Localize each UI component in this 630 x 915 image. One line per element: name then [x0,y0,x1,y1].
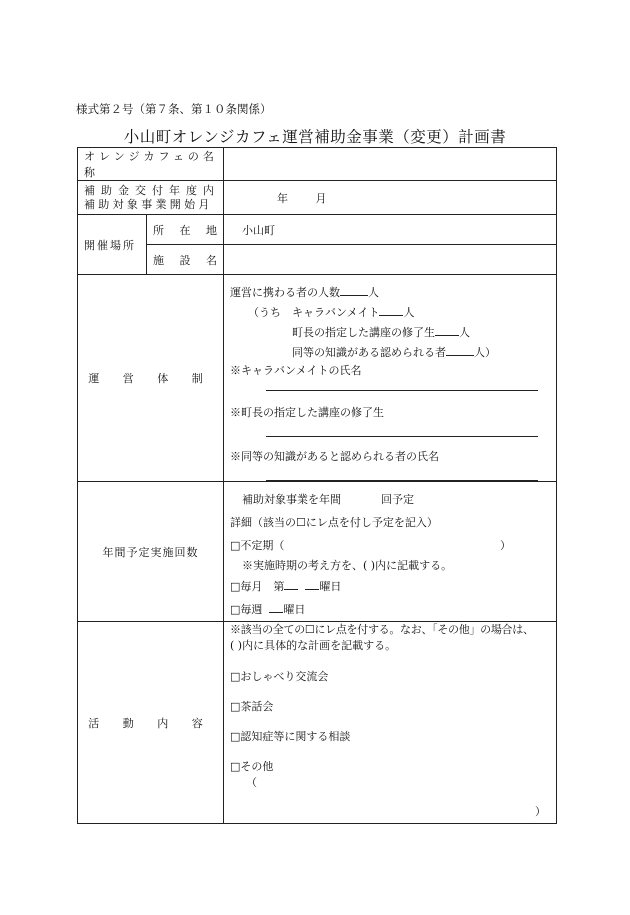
equivalent-knowledge-input[interactable] [446,341,474,356]
activities-note-line1: ※該当の全ての☐にレ点を付する。なお、「その他」の場合は、 [230,623,534,636]
staff-count-label: 運営に携わる者の人数 [230,286,340,299]
monthly-option[interactable]: □ 毎月 第 曜日 [230,575,556,598]
course-graduate-names-label: ※町長の指定した講座の修了生 [230,406,384,419]
activity-tea-party-option[interactable]: □ 茶話会 [230,698,556,714]
address-row [78,215,557,245]
staff-count-input[interactable] [340,281,368,296]
address-label: 所 在 地 [147,215,224,245]
period-label-line1: 補助金交付年度内 [84,183,220,197]
cafe-name-field[interactable] [224,148,557,181]
monthly-checkbox[interactable] [230,580,240,593]
facility-label: 施 設 名 [147,245,224,275]
other-open-paren: （ [246,776,257,789]
period-label-line2: 補助対象事業開始月 [84,197,213,211]
management-row [78,275,557,482]
application-form-table [77,147,557,824]
tea-party-checkbox[interactable] [230,700,240,713]
start-month-row [78,181,557,215]
caravan-mate-label: （うち キャラバンメイト [248,306,380,319]
address-field[interactable] [224,215,557,245]
form-number-caption: 様式第２号（第７条、第１０条関係） [76,102,272,116]
schedule-label: 年間予定実施回数 [78,482,224,622]
caravan-mate-names-label: ※キャラバンメイトの氏名 [230,364,362,377]
monthly-week-input[interactable] [284,575,298,590]
cafe-name-label: オレンジカフェの名称 [78,148,224,181]
activities-field [224,622,557,824]
course-graduate-input[interactable] [435,321,459,336]
schedule-field: 補助対象事業を年間 回予定 詳細（該当の☐にレ点を付し予定を記入） □ 不定期（ ） ※実施時期の考え方を、( )内に記載する。 □ 毎月 第 曜日 □ 毎週 曜日 [224,482,557,622]
start-month-field[interactable] [224,181,557,215]
monthly-day-input[interactable] [305,575,319,590]
activities-label: 活 動 内 容 [78,622,224,824]
irregular-checkbox[interactable] [230,539,240,552]
management-label: 運 営 体 制 [78,275,224,482]
chat-checkbox[interactable] [230,670,240,683]
other-checkbox[interactable] [230,760,240,773]
weekly-checkbox[interactable] [230,603,240,616]
annual-count-label: 補助対象事業を年間 [242,493,341,506]
weekly-option[interactable]: □ 毎週 曜日 [230,598,556,621]
activities-note-line2: ( )内に具体的な計画を記載する。 [230,639,397,652]
dementia-consult-checkbox[interactable] [230,730,240,743]
course-graduate-label: 町長の指定した講座の修了生 [292,326,435,339]
equivalent-names-label: ※同等の知識があると認められる者の氏名 [230,450,439,463]
schedule-row [78,482,557,622]
activities-row [78,622,557,824]
course-graduate-names-line[interactable] [266,435,538,437]
irregular-option[interactable]: □ 不定期（ ） [230,534,556,557]
period-month-label: 月 [315,191,327,205]
venue-label: 開催場所 [78,215,147,275]
activity-chat-option[interactable]: □ おしゃべり交流会 [230,668,556,684]
activity-other-option[interactable]: □ その他 [230,758,556,774]
facility-field[interactable] [224,245,557,275]
facility-row [78,245,557,275]
schedule-detail-instruction: 詳細（該当の☐にレ点を付し予定を記入） [230,516,438,529]
irregular-note: ※実施時期の考え方を、( )内に記載する。 [242,559,453,572]
page-title: 小山町オレンジカフェ運営補助金事業（変更）計画書 [123,128,507,146]
period-year-label: 年 [277,191,288,205]
equivalent-knowledge-label: 同等の知識がある認められる者 [292,346,446,359]
caravan-mate-input[interactable] [379,301,403,316]
other-close-paren: ） [535,805,546,818]
weekly-day-input[interactable] [269,598,283,613]
management-field: 運営に携わる者の人数 人 （うち キャラバンメイト 人 町長の指定した講座の修了生 人 同等の知識がある認められる者 人） ※キャラバンメイトの氏名 ※町長の指定した講座の修了生 ※同等の知識があると認められる者の氏名 [224,275,557,482]
address-value: 小山町 [242,223,275,237]
activity-dementia-consult-option[interactable]: □ 認知症等に関する相談 [230,728,556,744]
cafe-name-row [78,148,557,181]
caravan-mate-names-line[interactable] [266,389,538,391]
